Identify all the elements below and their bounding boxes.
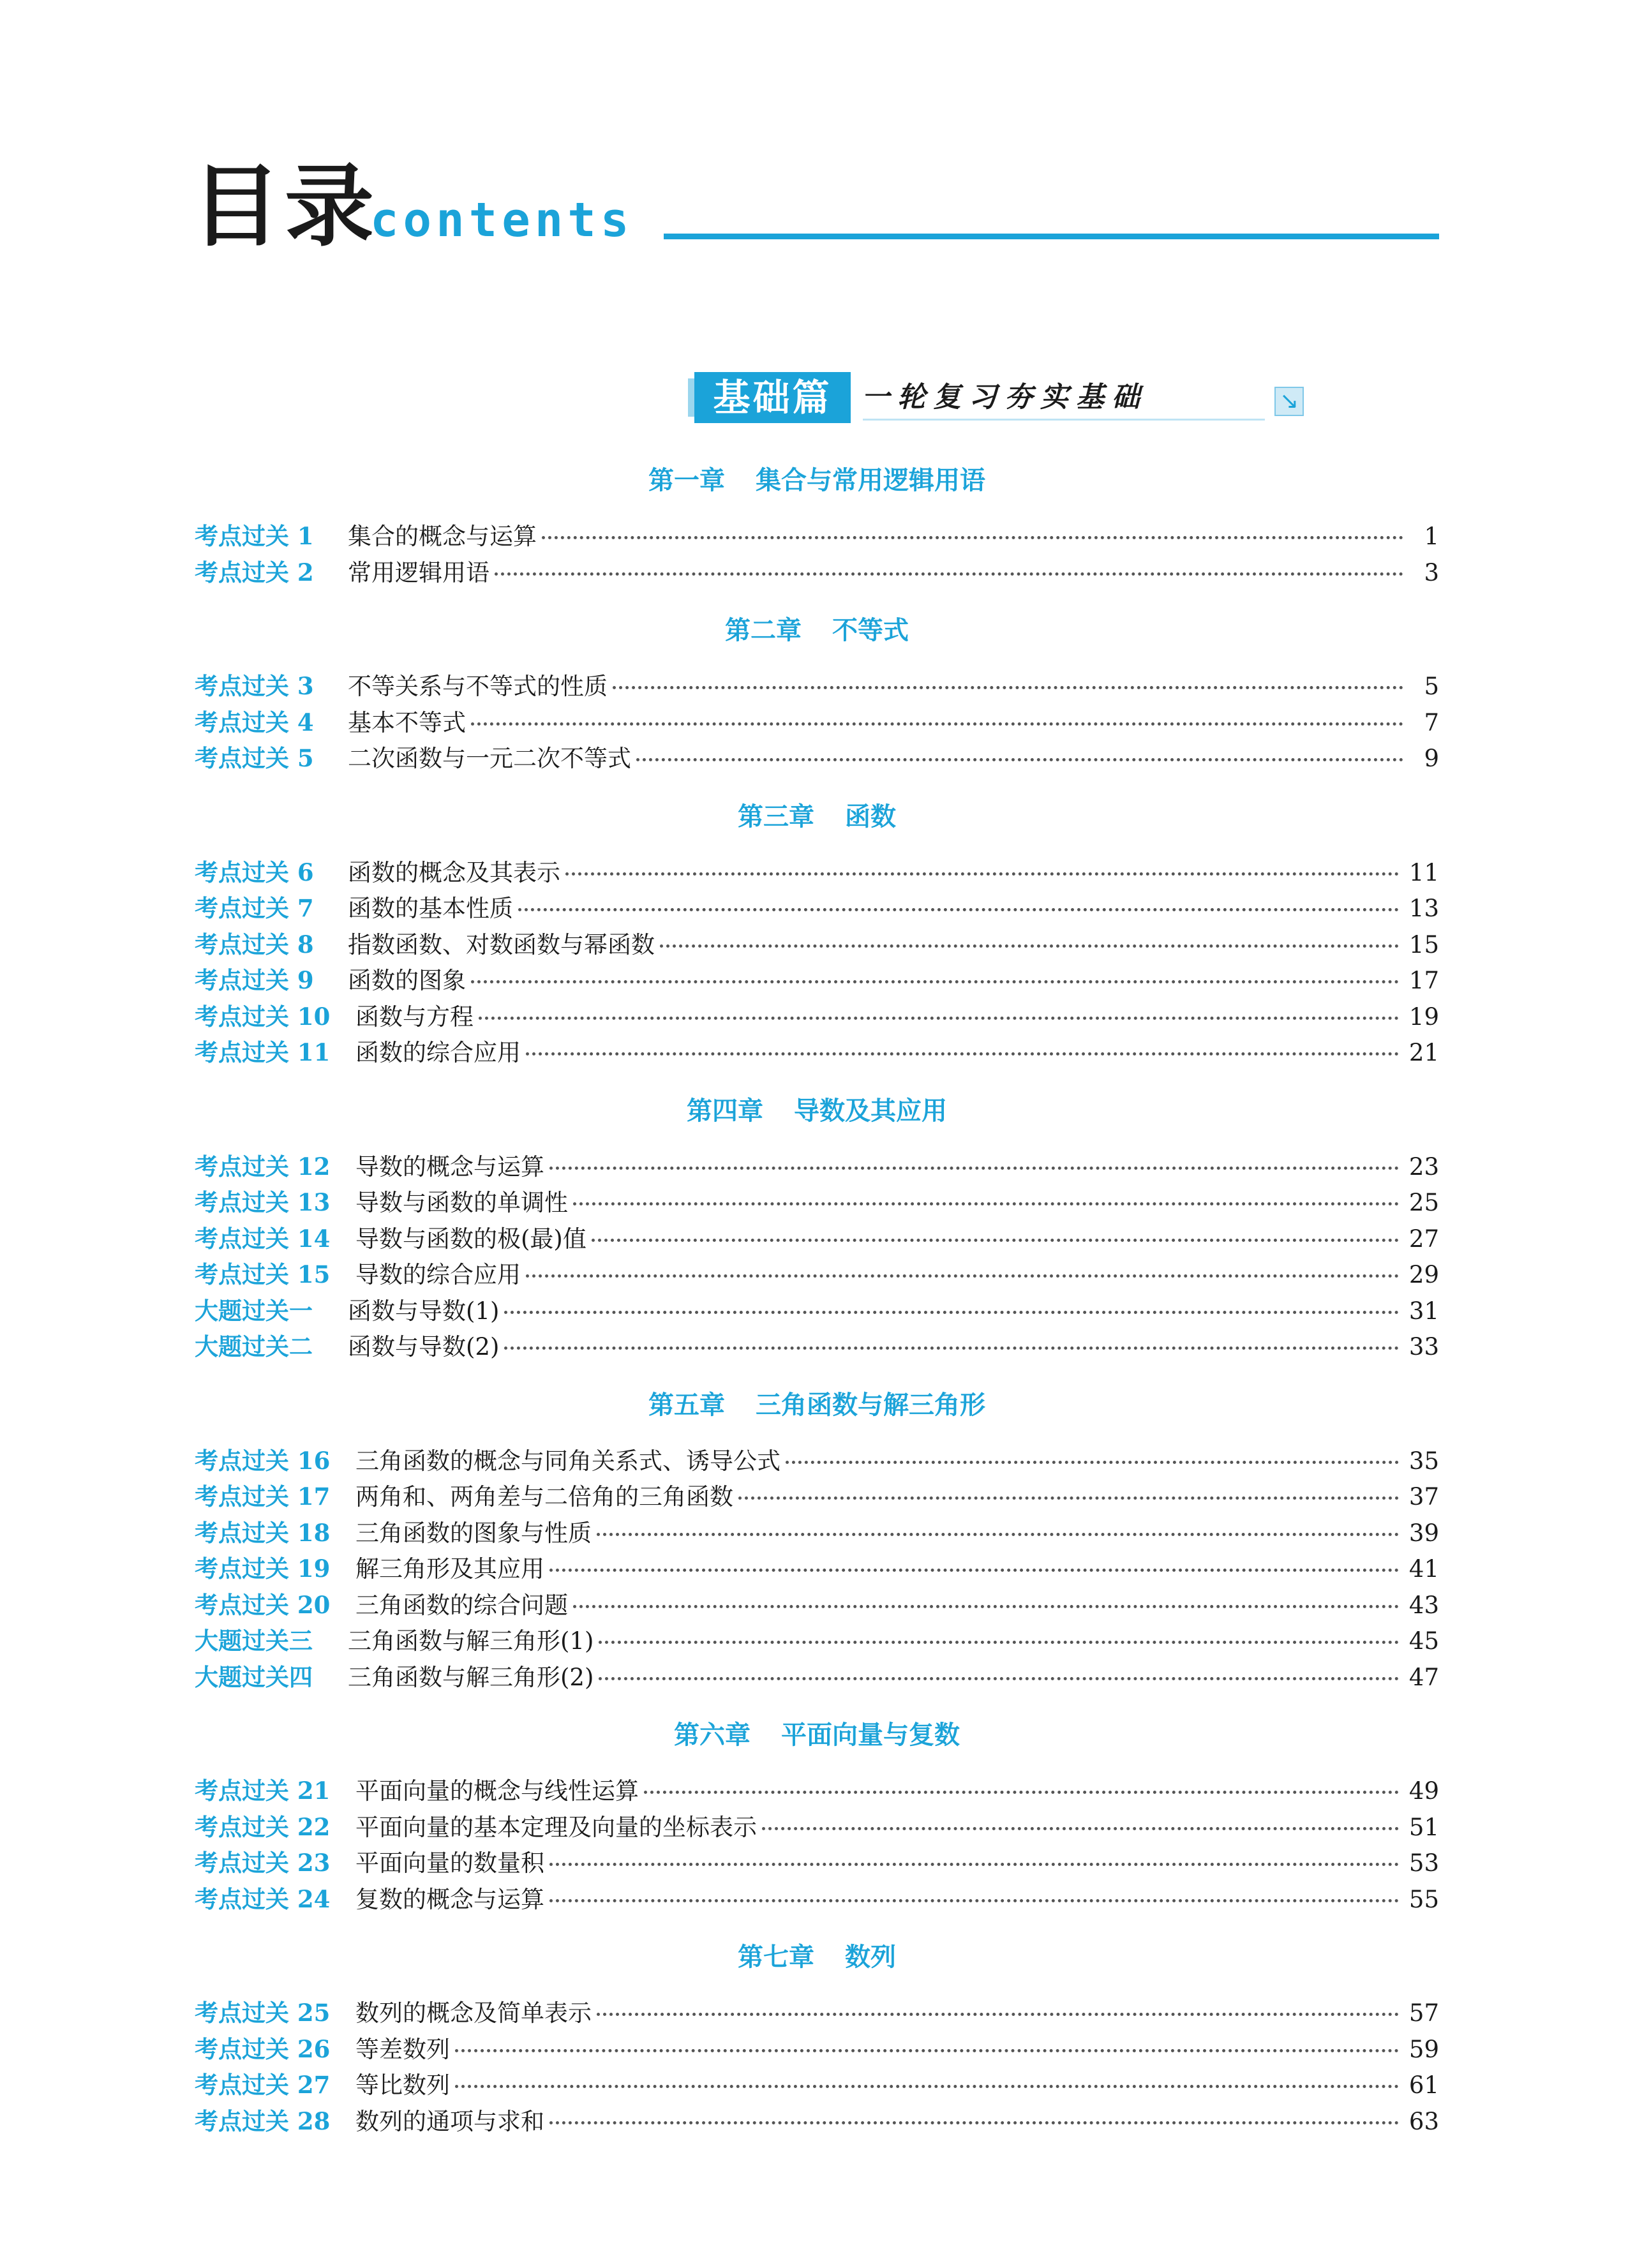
chapter-spacer <box>195 1071 1439 1090</box>
entry-page-number: 41 <box>1408 1555 1439 1583</box>
entry-tag: 考点过关 21 <box>195 1777 331 1805</box>
toc-entry[interactable] <box>195 890 1439 927</box>
chapter-spacer <box>195 1695 1439 1714</box>
toc-entry[interactable] <box>195 1551 1439 1587</box>
entry-title: 平面向量的数量积 <box>355 1849 544 1877</box>
entry-title: 基本不等式 <box>348 708 466 736</box>
dot-leader <box>738 1496 1399 1500</box>
entry-tag: 考点过关 9 <box>195 966 314 994</box>
entry-tag: 考点过关 2 <box>195 558 314 586</box>
entry-tag: 考点过关 10 <box>195 1002 331 1031</box>
entry-title: 函数的综合应用 <box>355 1039 521 1066</box>
dot-leader <box>762 1826 1399 1830</box>
entry-tag: 考点过关 24 <box>195 1884 331 1913</box>
page-subtitle: contents <box>370 193 634 248</box>
chapter-heading <box>195 609 1439 652</box>
chapter-number: 第一章 <box>648 466 725 495</box>
entry-title: 三角函数的概念与同角关系式、诱导公式 <box>355 1447 780 1475</box>
entry-page-number: 53 <box>1408 1849 1439 1877</box>
entry-tag: 考点过关 14 <box>195 1224 331 1253</box>
entry-tag: 考点过关 25 <box>195 1999 331 2027</box>
entry-page-number: 15 <box>1408 930 1439 959</box>
toc-entry[interactable] <box>195 1479 1439 1515</box>
entry-tag: 考点过关 5 <box>195 744 314 772</box>
entry-tag: 考点过关 18 <box>195 1518 331 1547</box>
toc-entry[interactable] <box>195 927 1439 963</box>
entry-page-number: 49 <box>1408 1777 1439 1805</box>
entry-tag: 考点过关 20 <box>195 1590 331 1619</box>
dot-leader <box>786 1460 1399 1464</box>
entry-page-number: 29 <box>1408 1261 1439 1288</box>
entry-title: 两角和、两角差与二倍角的三角函数 <box>355 1483 733 1511</box>
toc-entry[interactable] <box>195 1329 1439 1365</box>
chapter-name: 不等式 <box>832 616 909 645</box>
entry-page-number: 13 <box>1408 895 1439 922</box>
dot-leader <box>526 1052 1399 1056</box>
entry-title: 复数的概念与运算 <box>355 1885 544 1913</box>
entry-tag: 考点过关 4 <box>195 708 314 736</box>
chapter-heading <box>195 459 1439 502</box>
toc-entry[interactable] <box>195 1881 1439 1918</box>
entry-tag: 考点过关 8 <box>195 930 314 959</box>
entry-tag: 考点过关 15 <box>195 1260 331 1288</box>
dot-leader <box>455 2048 1399 2052</box>
entry-title: 三角函数的图象与性质 <box>355 1519 592 1547</box>
entry-title: 不等关系与不等式的性质 <box>348 673 608 700</box>
chapter-heading <box>195 796 1439 838</box>
entry-tag: 大题过关二 <box>195 1332 313 1361</box>
dot-leader <box>660 944 1399 948</box>
entry-page-number: 27 <box>1408 1225 1439 1253</box>
dot-leader <box>471 722 1403 726</box>
chapter-name: 平面向量与复数 <box>781 1720 960 1750</box>
chapter-heading-gap <box>195 838 1439 854</box>
entry-page-number: 19 <box>1408 1003 1439 1031</box>
dot-leader <box>599 1640 1398 1644</box>
chapter-name: 集合与常用逻辑用语 <box>756 466 985 495</box>
entry-title: 平面向量的基本定理及向量的坐标表示 <box>355 1813 757 1841</box>
entry-title: 指数函数、对数函数与幂函数 <box>348 930 655 959</box>
dot-leader <box>597 2012 1399 2016</box>
chapter-name: 三角函数与解三角形 <box>756 1390 985 1420</box>
toc-entry[interactable] <box>195 1845 1439 1881</box>
entry-title: 二次函数与一元二次不等式 <box>348 745 631 772</box>
entry-title: 导数与函数的极(最)值 <box>355 1225 586 1253</box>
entry-page-number: 7 <box>1424 708 1439 736</box>
chapter-heading-gap <box>195 1426 1439 1443</box>
entry-page-number: 61 <box>1408 2071 1439 2099</box>
entry-page-number: 35 <box>1408 1447 1439 1475</box>
entry-title: 数列的通项与求和 <box>355 2107 544 2135</box>
entry-page-number: 25 <box>1408 1189 1439 1216</box>
entry-title: 导数的综合应用 <box>355 1261 521 1288</box>
dot-leader <box>549 1899 1399 1902</box>
chapter-heading-gap <box>195 1756 1439 1773</box>
dot-leader <box>565 872 1399 876</box>
toc-entry[interactable] <box>195 1257 1439 1293</box>
entry-page-number: 31 <box>1408 1297 1439 1325</box>
entry-tag: 考点过关 27 <box>195 2071 331 2099</box>
entry-tag: 考点过关 22 <box>195 1812 331 1841</box>
toc-entry[interactable] <box>195 1443 1439 1479</box>
entry-title: 集合的概念与运算 <box>348 523 537 550</box>
toc-entry[interactable] <box>195 1809 1439 1846</box>
section-banner-subtitle: 一轮复习夯实基础 <box>862 381 1147 414</box>
entry-title: 等差数列 <box>355 2035 450 2063</box>
entry-page-number: 51 <box>1408 1813 1439 1841</box>
toc-entry[interactable] <box>195 705 1439 741</box>
toc-entry[interactable] <box>195 1221 1439 1257</box>
entry-title: 函数的基本性质 <box>348 895 513 922</box>
dot-leader <box>636 757 1403 761</box>
toc-entry[interactable] <box>195 2067 1439 2103</box>
entry-tag: 考点过关 19 <box>195 1555 331 1583</box>
dot-leader <box>542 535 1403 539</box>
chapter-heading <box>195 1714 1439 1756</box>
entry-title: 导数的概念与运算 <box>355 1153 544 1181</box>
entry-tag: 考点过关 3 <box>195 672 314 700</box>
dot-leader <box>495 572 1403 576</box>
chapter-number: 第四章 <box>687 1096 763 1126</box>
dot-leader <box>597 1532 1399 1536</box>
entry-page-number: 1 <box>1424 523 1439 550</box>
section-banner: 基础篇 <box>694 372 851 423</box>
dot-leader <box>599 1676 1398 1680</box>
chapter-heading <box>195 1384 1439 1426</box>
chapter-number: 第七章 <box>738 1943 814 1972</box>
entry-title: 函数的图象 <box>348 967 466 994</box>
dot-leader <box>573 1202 1399 1205</box>
entry-title: 数列的概念及简单表示 <box>355 1999 592 2027</box>
chapter-number: 第五章 <box>648 1390 725 1420</box>
entry-page-number: 47 <box>1408 1663 1439 1691</box>
dot-leader <box>549 1568 1399 1572</box>
dot-leader <box>549 1862 1399 1866</box>
toc-entry[interactable] <box>195 1034 1439 1071</box>
dot-leader <box>549 1166 1399 1170</box>
chapter-heading <box>195 1090 1439 1132</box>
entry-title: 等比数列 <box>355 2071 450 2099</box>
toc-entry[interactable] <box>195 740 1439 777</box>
toc-entry[interactable] <box>195 1659 1439 1696</box>
dot-leader <box>644 1790 1399 1794</box>
entry-title: 导数与函数的单调性 <box>355 1189 568 1216</box>
toc-entry[interactable] <box>195 1773 1439 1809</box>
chapter-name: 导数及其应用 <box>794 1096 947 1126</box>
entry-title: 解三角形及其应用 <box>355 1555 544 1583</box>
entry-page-number: 57 <box>1408 1999 1439 2027</box>
entry-tag: 考点过关 23 <box>195 1849 331 1877</box>
dot-leader <box>471 980 1399 983</box>
entry-tag: 考点过关 28 <box>195 2107 331 2135</box>
toc-entry[interactable] <box>195 2103 1439 2140</box>
entry-tag: 大题过关一 <box>195 1296 313 1325</box>
toc-entry[interactable] <box>195 962 1439 999</box>
entry-page-number: 5 <box>1424 673 1439 700</box>
entry-page-number: 55 <box>1408 1885 1439 1913</box>
header-rule <box>664 234 1439 239</box>
entry-tag: 考点过关 13 <box>195 1188 331 1216</box>
entry-title: 平面向量的概念与线性运算 <box>355 1777 639 1805</box>
entry-page-number: 17 <box>1408 967 1439 994</box>
toc-entry[interactable] <box>195 1587 1439 1623</box>
chapter-spacer <box>195 590 1439 609</box>
dot-leader <box>592 1238 1399 1242</box>
toc-entry[interactable] <box>195 1515 1439 1551</box>
toc-entry[interactable] <box>195 2031 1439 2068</box>
entry-title: 三角函数与解三角形(1) <box>348 1627 594 1655</box>
chapter-number: 第二章 <box>725 616 802 645</box>
toc-entry[interactable] <box>195 1995 1439 2031</box>
dot-leader <box>479 1016 1399 1020</box>
dot-leader <box>504 1310 1398 1314</box>
entry-title: 三角函数的综合问题 <box>355 1591 568 1619</box>
toc-entry[interactable] <box>195 1149 1439 1185</box>
toc-entry[interactable] <box>195 854 1439 891</box>
entry-page-number: 59 <box>1408 2035 1439 2063</box>
chapter-heading-gap <box>195 652 1439 668</box>
entry-page-number: 3 <box>1424 558 1439 586</box>
dot-leader <box>613 685 1403 689</box>
toc-entry[interactable] <box>195 1184 1439 1221</box>
entry-title: 函数与方程 <box>355 1003 474 1031</box>
entry-tag: 考点过关 6 <box>195 858 314 886</box>
entry-title: 函数的概念及其表示 <box>348 858 560 886</box>
entry-tag: 考点过关 1 <box>195 522 314 550</box>
entry-tag: 考点过关 7 <box>195 894 314 922</box>
entry-tag: 考点过关 11 <box>195 1038 331 1066</box>
chapter-number: 第三章 <box>738 802 814 832</box>
entry-tag: 考点过关 26 <box>195 2034 331 2063</box>
entry-page-number: 33 <box>1408 1333 1439 1361</box>
entry-page-number: 45 <box>1408 1627 1439 1655</box>
entry-page-number: 9 <box>1424 745 1439 772</box>
dot-leader <box>549 2121 1399 2124</box>
dot-leader <box>573 1604 1399 1608</box>
chapter-name: 函数 <box>845 802 896 832</box>
entry-tag: 大题过关三 <box>195 1627 313 1655</box>
entry-title: 函数与导数(2) <box>348 1333 500 1361</box>
entry-page-number: 37 <box>1408 1483 1439 1511</box>
entry-page-number: 11 <box>1408 858 1439 886</box>
toc-entry[interactable] <box>195 555 1439 591</box>
entry-title: 函数与导数(1) <box>348 1297 500 1325</box>
entry-page-number: 21 <box>1408 1039 1439 1066</box>
chapter-heading-gap <box>195 502 1439 518</box>
toc-entry[interactable] <box>195 999 1439 1035</box>
chapter-spacer <box>195 1917 1439 1936</box>
chapter-heading <box>195 1936 1439 1978</box>
entry-title: 三角函数与解三角形(2) <box>348 1663 594 1691</box>
toc-entry[interactable] <box>195 1293 1439 1329</box>
entry-tag: 考点过关 12 <box>195 1152 331 1181</box>
dot-leader <box>518 907 1399 911</box>
chapter-heading-gap <box>195 1132 1439 1149</box>
toc-entry[interactable] <box>195 668 1439 705</box>
dot-leader <box>504 1346 1398 1350</box>
entry-page-number: 39 <box>1408 1519 1439 1547</box>
page-title: 目录 <box>191 155 378 259</box>
dot-leader <box>526 1274 1399 1278</box>
entry-page-number: 43 <box>1408 1591 1439 1619</box>
chapter-number: 第六章 <box>674 1720 751 1750</box>
entry-page-number: 23 <box>1408 1153 1439 1181</box>
toc-entry[interactable] <box>195 1623 1439 1659</box>
corner-arrow-icon: ↘ <box>1274 387 1304 416</box>
entry-tag: 考点过关 16 <box>195 1446 331 1475</box>
table-of-contents <box>195 459 1439 2139</box>
chapter-heading-gap <box>195 1978 1439 1995</box>
entry-tag: 大题过关四 <box>195 1662 313 1691</box>
toc-entry[interactable] <box>195 518 1439 555</box>
chapter-name: 数列 <box>845 1943 896 1972</box>
entry-page-number: 63 <box>1408 2107 1439 2135</box>
dot-leader <box>455 2084 1399 2088</box>
chapter-spacer <box>195 1365 1439 1384</box>
banner-rule <box>863 419 1265 421</box>
entry-tag: 考点过关 17 <box>195 1482 331 1511</box>
chapter-spacer <box>195 777 1439 796</box>
entry-title: 常用逻辑用语 <box>348 558 489 586</box>
